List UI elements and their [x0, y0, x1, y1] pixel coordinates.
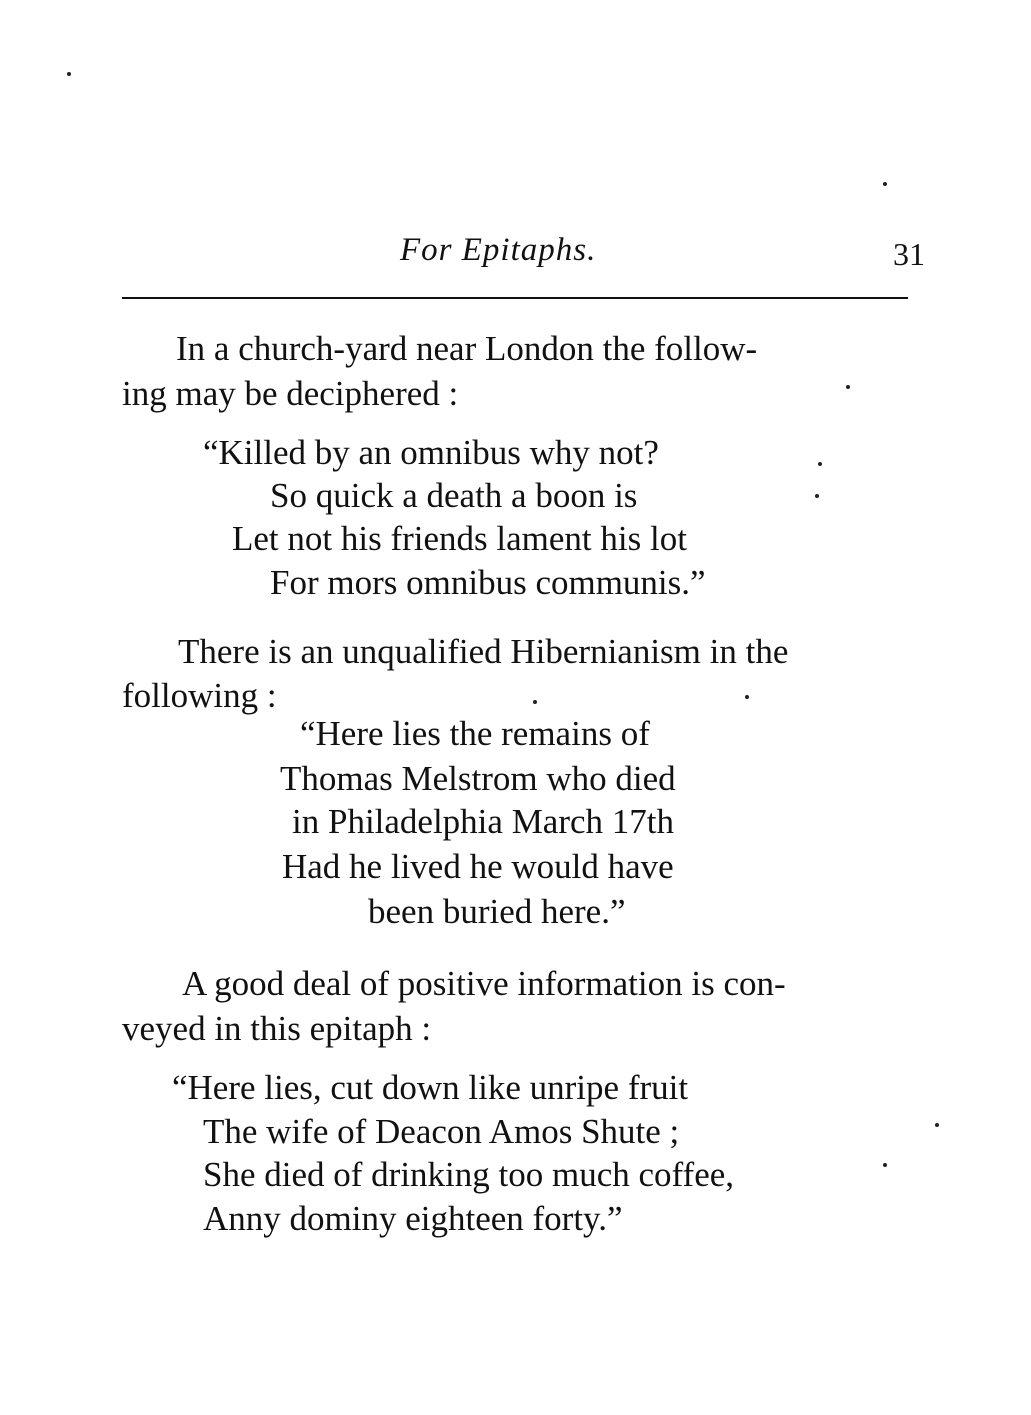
paragraph-line: ing may be deciphered : — [122, 374, 459, 413]
header-rule — [122, 297, 908, 299]
verse-line: Had he lived he would have — [282, 847, 674, 886]
running-head: For Epitaphs. — [400, 232, 597, 268]
verse-line: So quick a death a boon is — [270, 476, 638, 515]
scan-speck — [935, 1123, 939, 1127]
verse-line: “Killed by an omnibus why not? — [203, 433, 659, 472]
verse-line: been buried here.” — [368, 892, 626, 931]
verse-line: Anny dominy eighteen forty.” — [203, 1199, 623, 1238]
verse-line: For mors omnibus communis.” — [270, 563, 706, 602]
verse-line: Thomas Melstrom who died — [280, 759, 676, 798]
verse-line: “Here lies the remains of — [300, 714, 650, 753]
scan-speck — [883, 182, 887, 186]
page-number: 31 — [893, 236, 925, 272]
verse-line: “Here lies, cut down like unripe fruit — [172, 1068, 689, 1107]
paragraph-line: following : — [122, 676, 277, 715]
paragraph-line: veyed in this epitaph : — [122, 1009, 432, 1048]
verse-line: She died of drinking too much coffee, — [203, 1155, 735, 1194]
scan-speck — [533, 700, 537, 704]
verse-line: The wife of Deacon Amos Shute ; — [203, 1112, 680, 1151]
paragraph-line: There is an unqualified Hibernianism in the — [178, 632, 789, 671]
scan-speck — [67, 72, 71, 76]
paragraph-line: In a church-yard near London the follow- — [176, 329, 758, 368]
paragraph-line: A good deal of positive information is con- — [182, 964, 786, 1003]
verse-line: Let not his friends lament his lot — [232, 519, 687, 558]
scan-speck — [745, 695, 749, 699]
scan-speck — [815, 494, 819, 498]
page-header — [120, 232, 935, 292]
scan-speck — [883, 1163, 887, 1167]
verse-line: in Philadelphia March 17th — [292, 802, 675, 841]
scan-speck — [818, 462, 822, 466]
scan-speck — [846, 385, 850, 389]
